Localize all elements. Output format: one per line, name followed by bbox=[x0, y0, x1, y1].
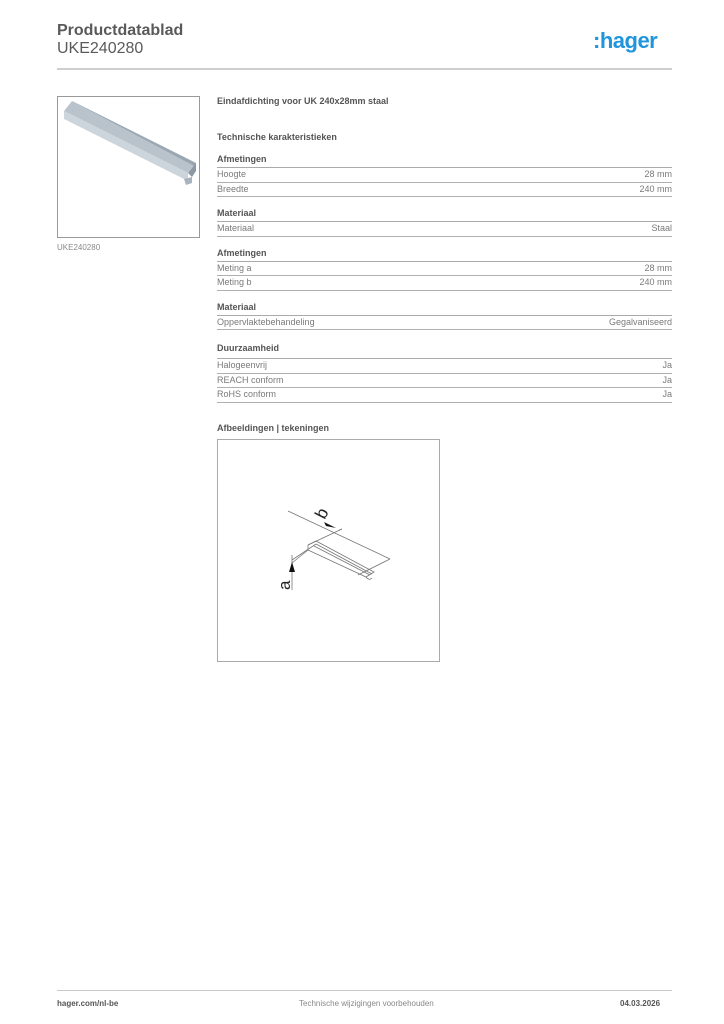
spec-group-afmetingen-2 bbox=[217, 248, 672, 291]
spec-row bbox=[217, 276, 672, 291]
images-heading: Afbeeldingen | tekeningen bbox=[217, 422, 330, 433]
spec-value: 240 mm bbox=[639, 183, 672, 194]
spec-row bbox=[217, 168, 672, 183]
spec-value: 240 mm bbox=[639, 277, 672, 287]
channel-profile-icon bbox=[58, 97, 199, 237]
group-title: Duurzaamheid bbox=[217, 343, 672, 359]
spec-group-materiaal-2 bbox=[217, 302, 672, 331]
group-title: Afmetingen bbox=[217, 248, 672, 262]
spec-label: Meting b bbox=[217, 277, 252, 287]
spec-row bbox=[217, 262, 672, 277]
spec-group-materiaal bbox=[217, 208, 672, 237]
svg-text:b: b bbox=[311, 504, 333, 522]
product-image bbox=[57, 96, 200, 238]
spec-value: 28 mm bbox=[644, 262, 672, 273]
spec-label: Materiaal bbox=[217, 223, 255, 233]
group-title: Materiaal bbox=[217, 208, 672, 222]
product-description: Eindafdichting voor UK 240x28mm staal bbox=[217, 96, 389, 106]
footer-divider bbox=[57, 990, 672, 991]
product-image-caption: UKE240280 bbox=[57, 243, 101, 252]
spec-row bbox=[217, 316, 672, 331]
spec-group-afmetingen bbox=[217, 154, 672, 197]
dimension-drawing bbox=[217, 439, 440, 662]
spec-value: 28 mm bbox=[644, 169, 672, 179]
footer-date: 04.03.2026 bbox=[620, 999, 661, 1008]
spec-value: Gegalvaniseerd bbox=[608, 316, 672, 327]
spec-label: Halogeenvrij bbox=[217, 360, 268, 370]
spec-row bbox=[217, 388, 672, 403]
spec-row bbox=[217, 359, 672, 374]
spec-label: Breedte bbox=[217, 183, 249, 194]
tech-heading: Technische karakteristieken bbox=[217, 132, 337, 142]
spec-value: Ja bbox=[662, 360, 672, 370]
spec-row bbox=[217, 374, 672, 389]
spec-value: Ja bbox=[662, 374, 672, 385]
group-title: Materiaal bbox=[217, 302, 672, 316]
spec-row bbox=[217, 183, 672, 198]
spec-group-duurzaamheid bbox=[217, 343, 672, 403]
spec-label: Meting a bbox=[217, 262, 252, 273]
header-divider bbox=[57, 68, 672, 70]
spec-value: Staal bbox=[651, 223, 672, 233]
spec-value: Ja bbox=[662, 389, 672, 399]
product-code: UKE240280 bbox=[57, 40, 144, 57]
spec-row bbox=[217, 222, 672, 237]
spec-label: Oppervlaktebehandeling bbox=[217, 316, 315, 327]
footer-disclaimer: Technische wijzigingen voorbehouden bbox=[299, 999, 434, 1008]
page-title: Productdatablad bbox=[57, 22, 184, 39]
group-title: Afmetingen bbox=[217, 154, 672, 168]
spec-label: REACH conform bbox=[217, 374, 284, 385]
svg-text:a: a bbox=[275, 580, 294, 590]
spec-label: RoHS conform bbox=[217, 389, 277, 399]
spec-content bbox=[217, 96, 672, 434]
technical-drawing-icon bbox=[218, 440, 439, 661]
footer-website-link[interactable]: hager.com/nl-be bbox=[57, 999, 119, 1008]
spec-label: Hoogte bbox=[217, 169, 247, 179]
hager-logo: :hager bbox=[593, 28, 658, 53]
